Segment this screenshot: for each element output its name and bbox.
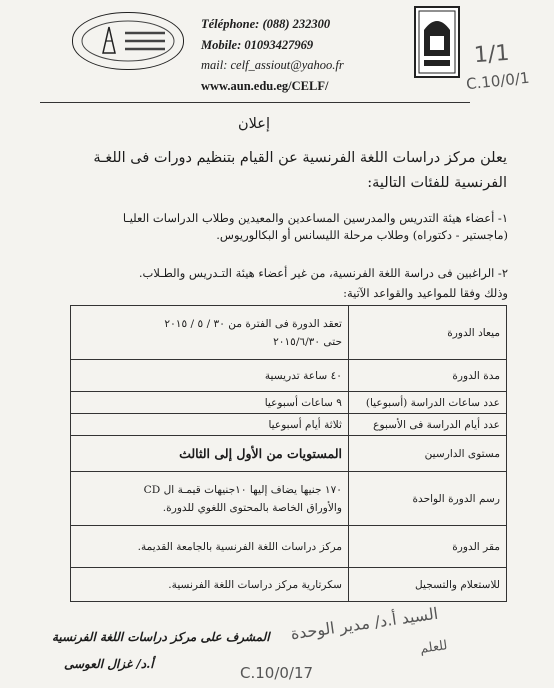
course-details-table (70, 305, 507, 602)
row-value-line: ١٧٠ جنيها يضاف إليها ١٠جنيهات قيمـة ال CD (143, 483, 342, 496)
supervisor-role: المشرف على مركز دراسات اللغة الفرنسية (52, 630, 270, 644)
row-value-line: والأوراق الخاصة بالمحتوى اللغوي للدورة. (162, 501, 342, 514)
category-item-1: ١- أعضاء هيئة التدريس والمدرسين المساعدين والمعيدين وطلاب الدراسات العليـا (ماجستير - دكتوراه) وطلاب مرحلة الليسانس أو البكالوريوس. (122, 211, 508, 242)
header-divider (40, 102, 470, 103)
right-logo (414, 6, 460, 78)
handwritten-date-top: C.10/0/1 (465, 68, 531, 94)
announcement-title: إعلان (238, 116, 270, 132)
table-row (71, 360, 507, 392)
intro-paragraph: يعلن مركز دراسات اللغة الفرنسية عن القيام بتنظيم دورات فى اللغـة الفرنسية للفئات التالية: (93, 150, 507, 191)
telephone-text: Téléphone: (088) 232300 (201, 17, 331, 31)
row-value: سكرتارية مركز دراسات اللغة الفرنسية. (71, 568, 349, 602)
table-row (71, 472, 507, 526)
row-label: مقر الدورة (349, 526, 507, 568)
row-label: مدة الدورة (349, 360, 507, 392)
row-value-line: تعقد الدورة فى الفترة من ٣٠ / ٥ / ٢٠١٥ (164, 317, 342, 330)
handwritten-date-bottom: C.10/0/17 (240, 664, 314, 682)
handwritten-mark: 1/1 (473, 40, 511, 69)
table-row (71, 568, 507, 602)
table-row (71, 526, 507, 568)
handwritten-note: السيد أ.د/ مدير الوحدة (289, 603, 440, 644)
mobile-text: Mobile: 01093427969 (201, 37, 314, 52)
category-item-2: ٢- الراغبين فى دراسة اللغة الفرنسية، من غير أعضاء هيئة التـدريس والطـلاب. (138, 266, 508, 280)
row-value (71, 306, 349, 360)
row-value: ثلاثة أيام أسبوعيا (71, 414, 349, 436)
row-label: ميعاد الدورة (349, 306, 507, 360)
rules-line: وذلك وفقا للمواعيد والقواعد الآتية: (343, 286, 508, 300)
left-logo (72, 12, 184, 70)
row-label: رسم الدورة الواحدة (349, 472, 507, 526)
row-value: ٤٠ ساعة تدريسية (71, 360, 349, 392)
row-label: للاستعلام والتسجيل (349, 568, 507, 602)
table-row (71, 414, 507, 436)
row-value: مركز دراسات اللغة الفرنسية بالجامعة القديمة. (71, 526, 349, 568)
table-row (71, 436, 507, 472)
table-row (71, 392, 507, 414)
table-row (71, 306, 507, 360)
row-value: ٩ ساعات أسبوعيا (71, 392, 349, 414)
row-label: عدد ساعات الدراسة (أسبوعيا) (349, 392, 507, 414)
row-label: عدد أيام الدراسة فى الأسبوع (349, 414, 507, 436)
row-label: مستوى الدارسين (349, 436, 507, 472)
handwritten-note-2: للعلم (419, 638, 449, 657)
row-value: المستويات من الأول إلى الثالث (71, 436, 349, 472)
row-value-line: حتى ٢٠١٥/٦/٣٠ (273, 335, 342, 348)
contact-block (201, 14, 401, 96)
supervisor-name: أ.د/ غزال العوسى (64, 657, 154, 671)
university-seal-icon (73, 13, 183, 69)
mail-text: mail: celf_assiout@yahoo.fr (201, 58, 344, 72)
row-value (71, 472, 349, 526)
assiut-university-emblem-icon (416, 8, 458, 76)
website-text: www.aun.edu.eg/CELF/ (201, 78, 329, 93)
